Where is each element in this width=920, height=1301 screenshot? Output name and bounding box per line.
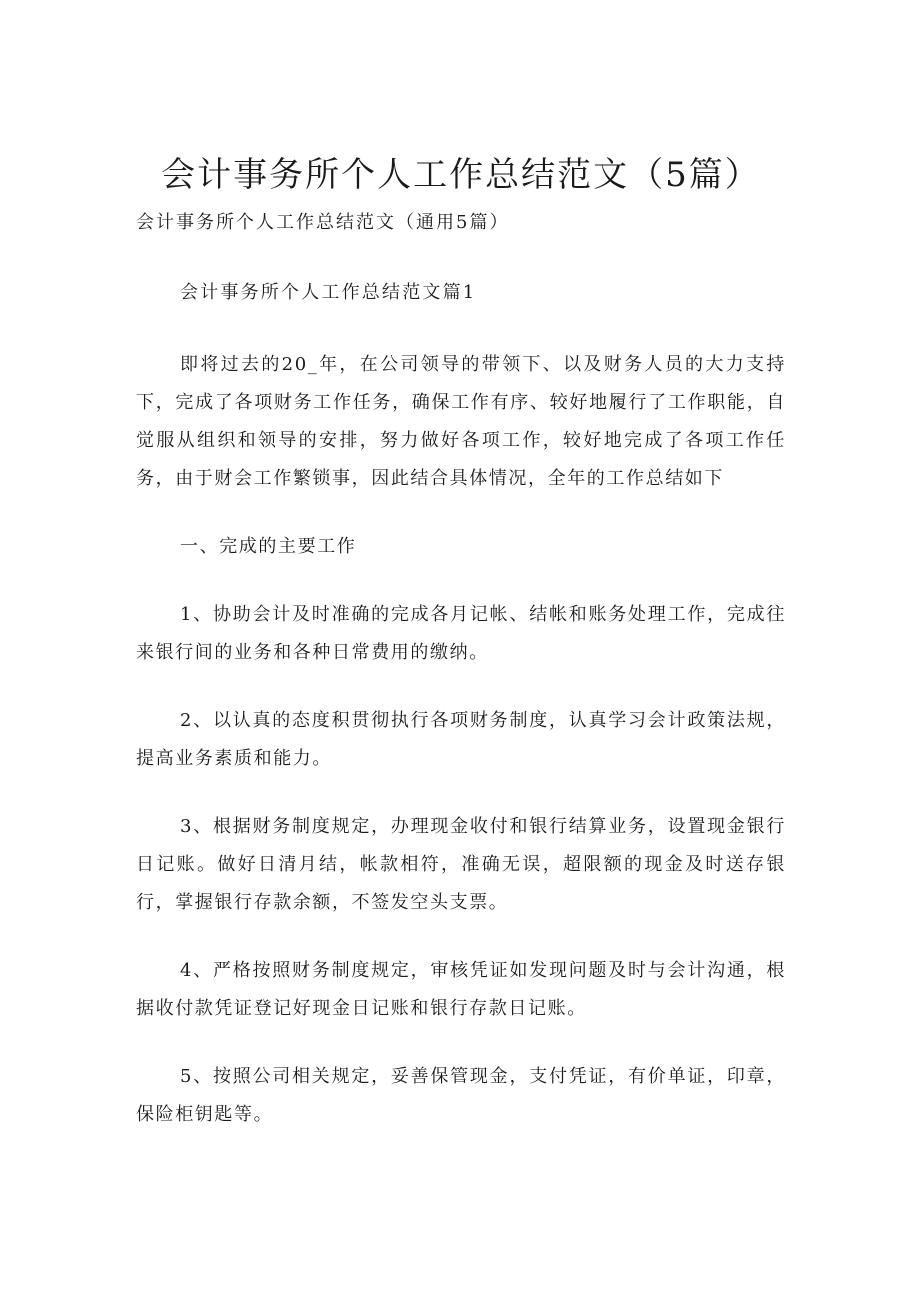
document-title: 会计事务所个人工作总结范文（5篇）	[161, 155, 761, 195]
list-item-5: 5、按照公司相关规定，妥善保管现金，支付凭证，有价单证，印章，保险柜钥匙等。	[136, 1066, 786, 1125]
list-item-3: 3、根据财务制度规定，办理现金收付和银行结算业务，设置现金银行日记账。做好日清月结，帐款相符，准确无误，超限额的现金及时送存银行，掌握银行存款余额，不签发空头支票。	[136, 816, 786, 913]
document-subtitle: 会计事务所个人工作总结范文（通用5篇）	[136, 212, 510, 233]
list-item-2: 2、以认真的态度积贯彻执行各项财务制度，认真学习会计政策法规，提高业务素质和能力。	[136, 710, 786, 769]
article-heading: 会计事务所个人工作总结范文篇1	[180, 282, 477, 303]
list-item-4: 4、严格按照财务制度规定，审核凭证如发现问题及时与会计沟通，根据收付款凭证登记好现金日记账和银行存款日记账。	[136, 960, 786, 1019]
intro-paragraph: 即将过去的20_年，在公司领导的带领下、以及财务人员的大力支持下，完成了各项财务工作任务，确保工作有序、较好地履行了工作职能，自觉服从组织和领导的安排，努力做好各项工作，较好地完成了各项工作任务，由于财会工作繁锁事，因此结合具体情况，全年的工作总结如下	[136, 354, 786, 489]
list-item-1: 1、协助会计及时准确的完成各月记帐、结帐和账务处理工作，完成往来银行间的业务和各种日常费用的缴纳。	[136, 604, 786, 663]
section-heading: 一、完成的主要工作	[180, 536, 357, 557]
